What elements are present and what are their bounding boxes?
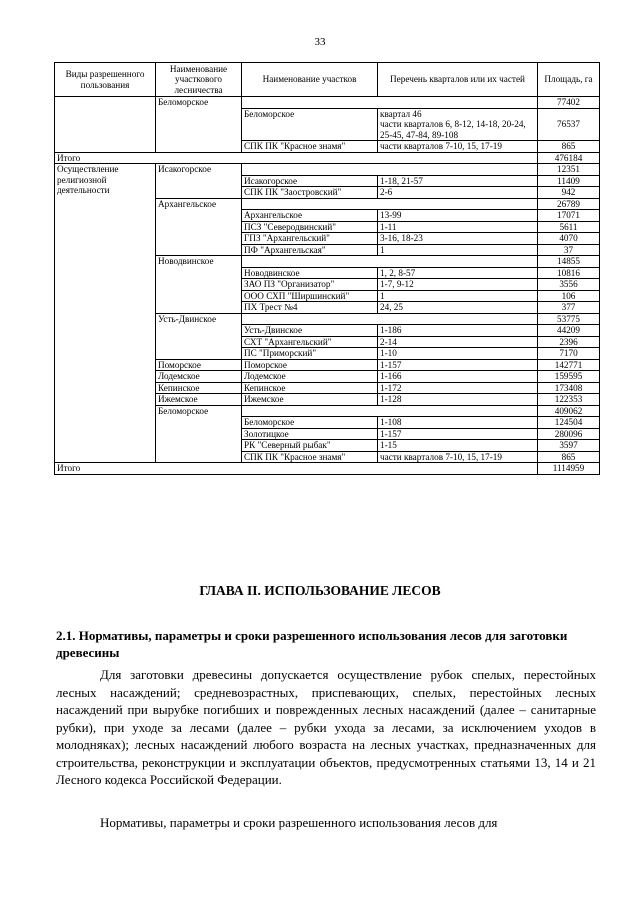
cell-site: ООО СХП "Ширшинский": [242, 290, 378, 302]
header-quarters: Перечень кварталов или их частей: [378, 63, 538, 97]
cell-area: 942: [538, 187, 600, 199]
cell-quarters: 1: [378, 290, 538, 302]
cell-site: [242, 97, 538, 109]
cell-forestry: Ижемское: [156, 394, 242, 406]
cell-area: 122353: [538, 394, 600, 406]
cell-quarters: 1-157: [378, 359, 538, 371]
header-site: Наименование участков: [242, 63, 378, 97]
cell-quarters: квартал 46 части кварталов 6, 8-12, 14-18, 20-24, 25-45, 47-84, 89-108: [378, 108, 538, 141]
cell-site: Усть-Двинское: [242, 325, 378, 337]
cell-quarters: 1-128: [378, 394, 538, 406]
cell-area: 7170: [538, 348, 600, 360]
cell-quarters: 1-15: [378, 440, 538, 452]
table-row-total: [55, 152, 600, 164]
cell-total-label: Итого: [55, 152, 538, 164]
land-use-table: [54, 62, 600, 475]
cell-forestry: Усть-Двинское: [156, 313, 242, 359]
cell-site: ПФ "Архангельская": [242, 244, 378, 256]
cell-site: [242, 198, 538, 210]
cell-site: Лодемское: [242, 371, 378, 383]
cell-area: 77402: [538, 97, 600, 109]
cell-area: 159595: [538, 371, 600, 383]
cell-site: Исакогорское: [242, 175, 378, 187]
cell-forestry: Кепинское: [156, 382, 242, 394]
cell-area: 1114959: [538, 463, 600, 475]
cell-site: Золотицкое: [242, 428, 378, 440]
header-area: Площадь, га: [538, 63, 600, 97]
cell-quarters: 24, 25: [378, 302, 538, 314]
header-kind: Виды разрешенного пользования: [55, 63, 156, 97]
cell-quarters: 1: [378, 244, 538, 256]
cell-area: 2396: [538, 336, 600, 348]
cell-quarters: 1-108: [378, 417, 538, 429]
cell-area: 26789: [538, 198, 600, 210]
cell-quarters: 1-186: [378, 325, 538, 337]
table-row: [55, 97, 600, 109]
cell-quarters: 1-166: [378, 371, 538, 383]
paragraph: Нормативы, параметры и сроки разрешенного использования лесов для: [100, 815, 498, 830]
cell-area: 4070: [538, 233, 600, 245]
cell-site: Поморское: [242, 359, 378, 371]
paragraph: Для заготовки древесины допускается осуществление рубок спелых, перестойных лесных насаждений; средневозрастных, приспевающих, спелых, перестойных лесных насаждений при вырубке погибших и поврежденных лесных насаждений (далее – санитарные рубки), при уходе за лесами (далее – рубки ухода за лесами, за исключением уходов в молодняках); лесных насаждений любого возраста на лесных участках, предназначенных для строительства, реконструкции и эксплуатации объектов, предусмотренных статьями 13, 14 и 21 Лесного кодекса Российской Федерации.: [56, 667, 596, 787]
cell-quarters: 3-16, 18-23: [378, 233, 538, 245]
section-title: 2.1. Нормативы, параметры и сроки разрешенного использования лесов для заготовки древесины: [56, 628, 568, 660]
cell-area: 3556: [538, 279, 600, 291]
cell-site: СПК ПК "Красное знамя": [242, 141, 378, 153]
cell-forestry: Поморское: [156, 359, 242, 371]
cell-quarters: 2-14: [378, 336, 538, 348]
cell-site: ПС "Приморский": [242, 348, 378, 360]
cell-site: ПСЗ "Северодвинский": [242, 221, 378, 233]
cell-site: Новодвинское: [242, 267, 378, 279]
cell-forestry: Архангельское: [156, 198, 242, 256]
cell-total-label: Итого: [55, 463, 538, 475]
cell-forestry: Лодемское: [156, 371, 242, 383]
cell-quarters: части кварталов 7-10, 15, 17-19: [378, 451, 538, 463]
cell-quarters: 1-10: [378, 348, 538, 360]
cell-area: 377: [538, 302, 600, 314]
cell-forestry: Беломорское: [156, 405, 242, 463]
cell-quarters: 1, 2, 8-57: [378, 267, 538, 279]
cell-quarters: части кварталов 7-10, 15, 17-19: [378, 141, 538, 153]
cell-area: 10816: [538, 267, 600, 279]
cell-area: 3597: [538, 440, 600, 452]
cell-quarters: 13-99: [378, 210, 538, 222]
cell-area: 409062: [538, 405, 600, 417]
chapter-title: ГЛАВА II. ИСПОЛЬЗОВАНИЕ ЛЕСОВ: [199, 583, 441, 598]
cell-forestry: Исакогорское: [156, 164, 242, 199]
cell-site: Архангельское: [242, 210, 378, 222]
cell-area: 12351: [538, 164, 600, 176]
cell-area: 865: [538, 141, 600, 153]
cell-area: 14855: [538, 256, 600, 268]
cell-site: ГПЗ "Архангельский": [242, 233, 378, 245]
cell-area: 142771: [538, 359, 600, 371]
cell-site: [242, 164, 538, 176]
cell-quarters: 1-18, 21-57: [378, 175, 538, 187]
cell-site: Ижемское: [242, 394, 378, 406]
cell-area: 5611: [538, 221, 600, 233]
cell-kind: [55, 97, 156, 153]
cell-kind: Осуществление религиозной деятельности: [55, 164, 156, 463]
cell-site: СПК ПК "Красное знамя": [242, 451, 378, 463]
cell-site: Беломорское: [242, 417, 378, 429]
cell-area: 106: [538, 290, 600, 302]
table-row: [55, 164, 600, 176]
cell-quarters: 1-11: [378, 221, 538, 233]
cell-quarters: 1-172: [378, 382, 538, 394]
cell-area: 865: [538, 451, 600, 463]
cell-area: 11409: [538, 175, 600, 187]
cell-quarters: 1-7, 9-12: [378, 279, 538, 291]
cell-area: 124504: [538, 417, 600, 429]
cell-site: Беломорское: [242, 108, 378, 141]
cell-site: [242, 405, 538, 417]
table-row-total: [55, 463, 600, 475]
cell-area: 53775: [538, 313, 600, 325]
cell-area: 17071: [538, 210, 600, 222]
cell-area: 76537: [538, 108, 600, 141]
cell-site: Кепинское: [242, 382, 378, 394]
cell-area: 44209: [538, 325, 600, 337]
cell-site: РК "Северный рыбак": [242, 440, 378, 452]
cell-site: [242, 256, 538, 268]
page-number: 33: [314, 36, 326, 48]
cell-site: ЗАО ПЗ "Организатор": [242, 279, 378, 291]
cell-area: 476184: [538, 152, 600, 164]
cell-forestry: Новодвинское: [156, 256, 242, 314]
cell-site: ПХ Трест №4: [242, 302, 378, 314]
cell-area: 280096: [538, 428, 600, 440]
cell-site: СХТ "Архангельский": [242, 336, 378, 348]
cell-area: 173408: [538, 382, 600, 394]
cell-site: СПК ПК "Заостровский": [242, 187, 378, 199]
header-forestry: Наименование участкового лесничества: [156, 63, 242, 97]
cell-area: 37: [538, 244, 600, 256]
cell-quarters: 1-157: [378, 428, 538, 440]
cell-site: [242, 313, 538, 325]
cell-forestry: Беломорское: [156, 97, 242, 153]
cell-quarters: 2-6: [378, 187, 538, 199]
